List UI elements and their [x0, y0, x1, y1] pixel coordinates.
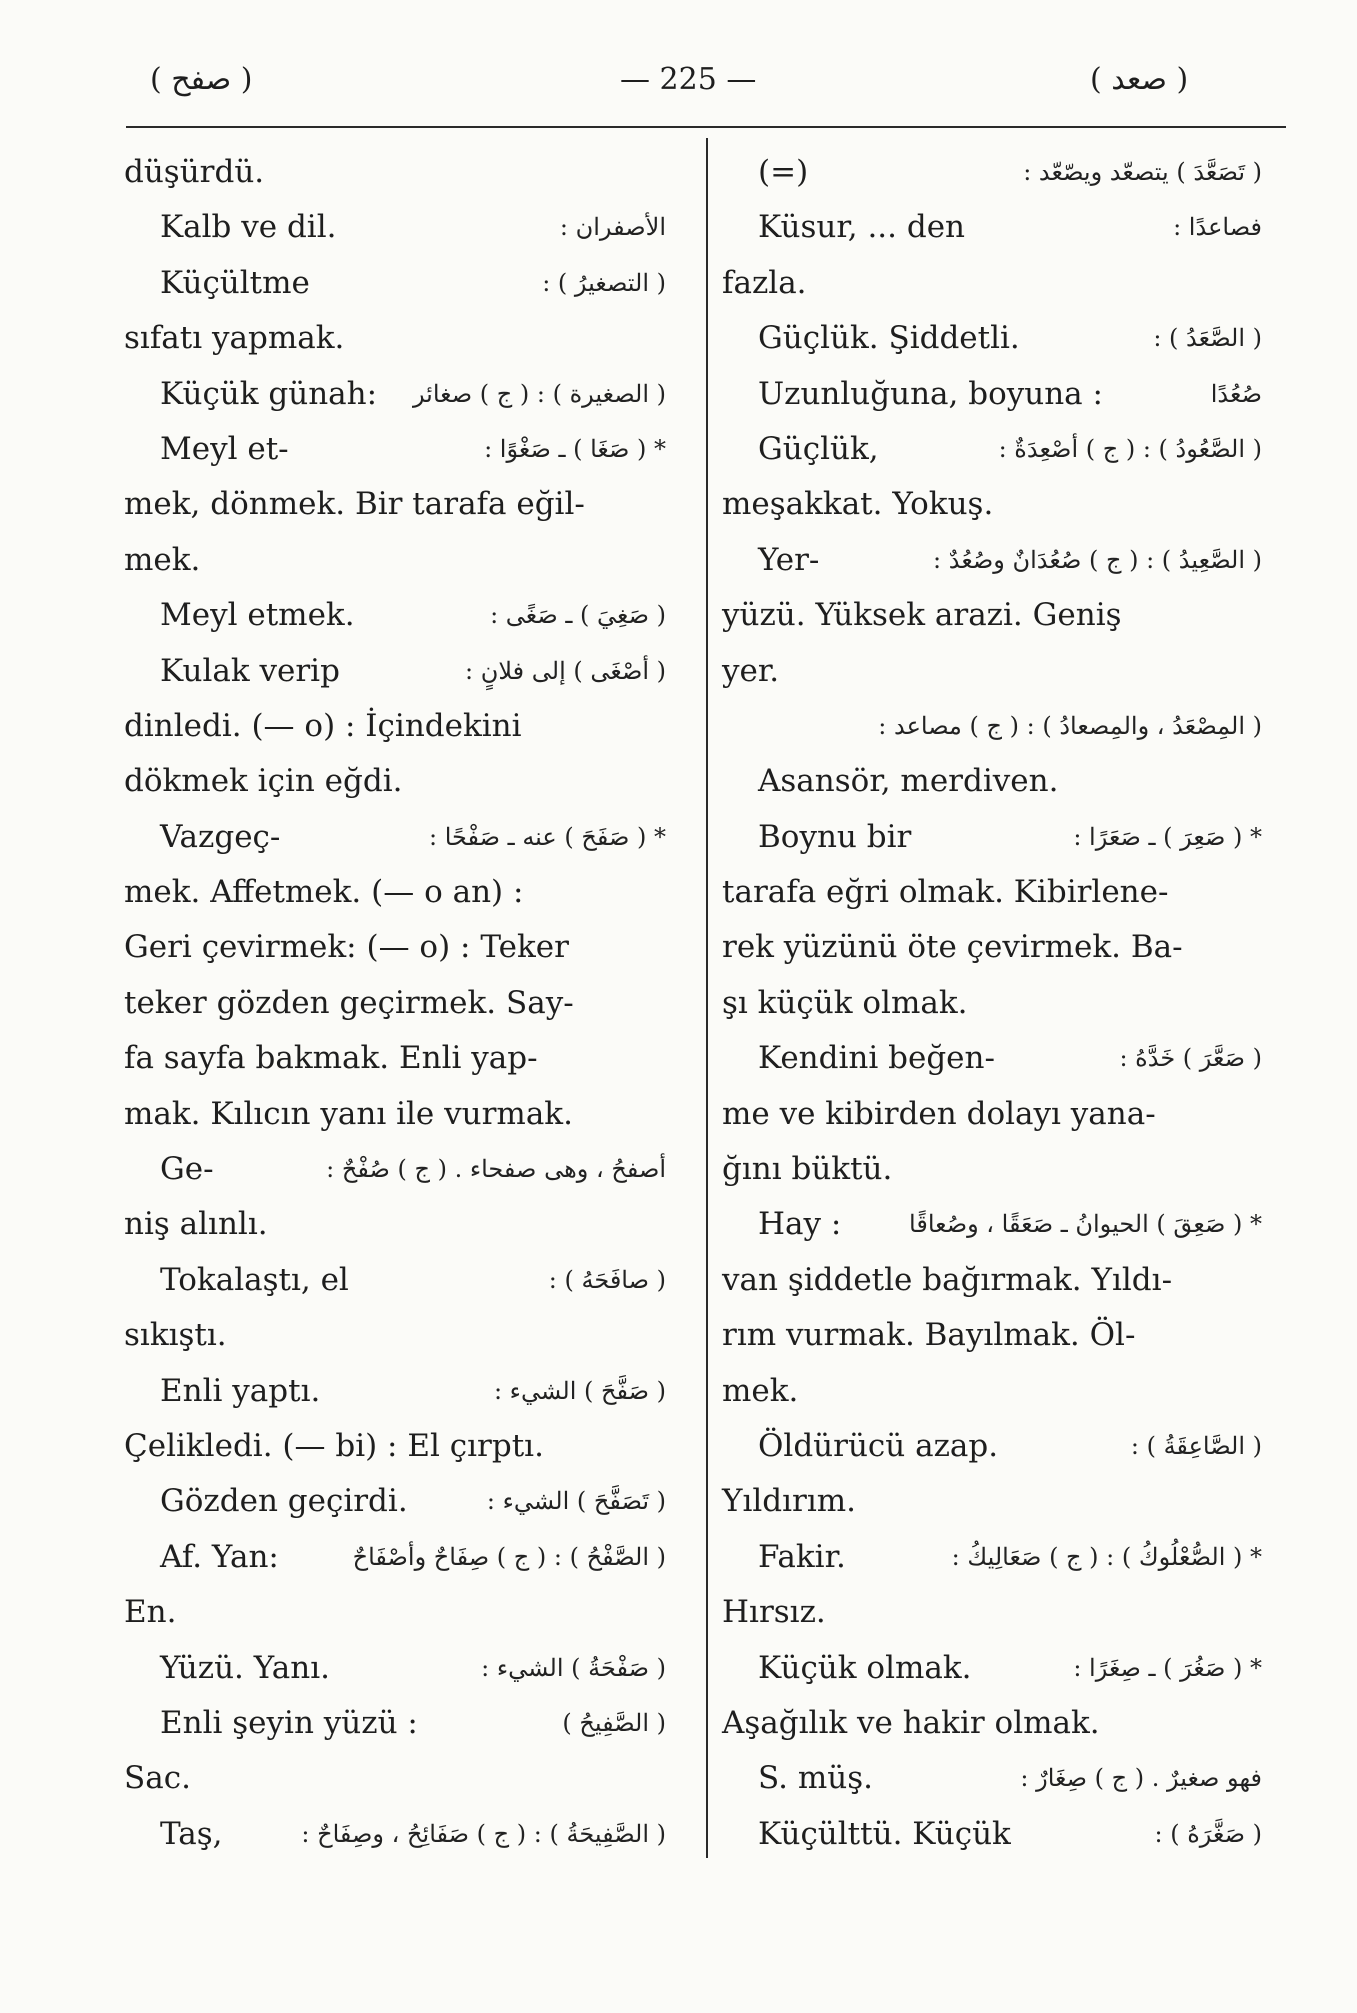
turkish-text: teker gözden geçirmek. Say- [124, 984, 574, 1021]
turkish-text: Fakir. [758, 1538, 846, 1575]
turkish-text: mek, dönmek. Bir tarafa eğil- [124, 486, 585, 523]
turkish-text: Küçülttü. Küçük [758, 1815, 1011, 1852]
turkish-text: Küçük olmak. [758, 1649, 972, 1686]
arabic-headword: ( صافَحَهُ ) : [548, 1265, 666, 1294]
running-head-left: ( صفح ) [150, 62, 253, 97]
entry-line [722, 1696, 1262, 1751]
entry-line [722, 1585, 1262, 1640]
turkish-text: (=) [758, 154, 809, 190]
arabic-headword: أصفحُ ، وهى صفحاء . ( ج ) صُفْحٌ : [326, 1155, 666, 1184]
turkish-text: Geri çevirmek: (— o) : Teker [124, 929, 569, 966]
turkish-text: ğını büktü. [722, 1151, 893, 1188]
entry-line [124, 311, 666, 366]
entry-line [124, 1364, 666, 1419]
arabic-headword: ( الصَّفِيحُ ) [562, 1708, 666, 1737]
entry-line [124, 1308, 666, 1363]
turkish-text: mek. [124, 541, 201, 578]
entry-line [722, 754, 1262, 809]
arabic-headword: فهو صغيرٌ . ( ج ) صِغَارٌ : [1020, 1764, 1262, 1793]
entry-line [722, 1197, 1262, 1252]
entry-line [124, 1474, 666, 1529]
turkish-text: fazla. [722, 264, 807, 301]
turkish-text: Kalb ve dil. [160, 209, 337, 246]
turkish-text: Af. Yan: [160, 1538, 279, 1575]
arabic-headword: ( المِصْعَدُ ، والمِصعادُ ) : ( ج ) مصاعد : [878, 711, 1262, 740]
arabic-headword: ( صَغِيَ ) ـ صَغًى : [490, 601, 666, 630]
turkish-text: meşakkat. Yokuş. [722, 486, 994, 523]
entry-line [722, 810, 1262, 865]
turkish-text: Güçlük, [758, 430, 879, 467]
turkish-text: Enli yaptı. [160, 1372, 321, 1409]
turkish-text: S. müş. [758, 1760, 873, 1797]
entry-line [124, 367, 666, 422]
entry-line [124, 699, 666, 754]
arabic-headword: ( صَغَّرَهُ ) : [1154, 1819, 1262, 1848]
turkish-text: Küsur, ... den [758, 209, 966, 246]
arabic-headword: ( تَصَفَّحَ ) الشيء : [486, 1487, 666, 1516]
entry-line [124, 477, 666, 532]
entry-line [124, 1696, 666, 1751]
header-rule [126, 126, 1286, 128]
turkish-text: mek. Affetmek. (— o an) : [124, 874, 524, 911]
arabic-headword: * ( صَعِرَ ) ـ صَعَرًا : [1073, 822, 1262, 851]
arabic-headword: ( الصَّعُودُ ) : ( ج ) أصْعِدَةٌ : [998, 434, 1262, 463]
entry-line [124, 976, 666, 1031]
entry-line [124, 1419, 666, 1474]
turkish-text: Aşağılık ve hakir olmak. [722, 1704, 1100, 1741]
entry-line [722, 1530, 1262, 1585]
arabic-headword: * ( صَغَا ) ـ صَغْوًا : [484, 434, 666, 463]
arabic-headword: * ( الصُّعْلُوكُ ) : ( ج ) صَعَالِيكُ : [951, 1542, 1262, 1571]
entry-line [722, 1474, 1262, 1529]
right-column [722, 145, 1262, 1862]
turkish-text: Hay : [758, 1206, 842, 1243]
entry-line [722, 200, 1262, 255]
arabic-headword: ( صَفَّحَ ) الشيء : [493, 1376, 666, 1405]
entry-line [124, 1087, 666, 1142]
arabic-headword: * ( صَعِقَ ) الحيوانُ ـ صَعَقًا ، وصُعاقًا [909, 1210, 1262, 1239]
entry-line [722, 1253, 1262, 1308]
turkish-text: Güçlük. Şiddetli. [758, 320, 1020, 357]
turkish-text: Küçük günah: [160, 375, 378, 412]
turkish-text: Vazgeç- [160, 818, 281, 855]
turkish-text: Enli şeyin yüzü : [160, 1704, 418, 1741]
entry-line [722, 477, 1262, 532]
turkish-text: Meyl et- [160, 430, 289, 467]
turkish-text: Sac. [124, 1760, 191, 1797]
arabic-headword: ( صَعَّرَ ) خَدَّهُ : [1119, 1044, 1262, 1073]
turkish-text: Meyl etmek. [160, 597, 355, 634]
turkish-text: van şiddetle bağırmak. Yıldı- [722, 1261, 1173, 1298]
turkish-text: Çelikledi. (— bi) : El çırptı. [124, 1427, 544, 1464]
entry-line [124, 533, 666, 588]
entry-line [722, 644, 1262, 699]
entry-line [124, 145, 666, 200]
arabic-headword: ( تَصَعَّدَ ) يتصعّد ويصّعّد : [1023, 158, 1262, 186]
turkish-text: Asansör, merdiven. [758, 763, 1059, 800]
entry-line [124, 588, 666, 643]
entry-line [722, 1364, 1262, 1419]
column-divider [706, 138, 708, 1858]
entry-line [124, 422, 666, 477]
turkish-text: mek. [722, 1372, 799, 1409]
arabic-headword: ( التصغيرُ ) : [542, 268, 666, 297]
turkish-text: şı küçük olmak. [722, 984, 968, 1021]
entry-line [722, 865, 1262, 920]
turkish-text: Küçültme [160, 264, 310, 301]
entry-line [124, 1530, 666, 1585]
turkish-text: mak. Kılıcın yanı ile vurmak. [124, 1095, 573, 1132]
arabic-headword: * ( صَغُرَ ) ـ صِغَرًا : [1073, 1653, 1262, 1682]
arabic-headword: الأصفران : [559, 213, 666, 242]
arabic-headword: ( الصَّعَدُ ) : [1153, 324, 1262, 353]
entry-line [722, 1419, 1262, 1474]
turkish-text: Ge- [160, 1151, 214, 1188]
turkish-text: Uzunluğuna, boyuna : [758, 375, 1103, 412]
entry-line [722, 1751, 1262, 1806]
turkish-text: rım vurmak. Bayılmak. Öl- [722, 1317, 1136, 1354]
turkish-text: sıfatı yapmak. [124, 320, 345, 357]
turkish-text: niş alınlı. [124, 1206, 268, 1243]
entry-line [124, 1751, 666, 1806]
page-number: — 225 — [620, 62, 757, 97]
arabic-headword: ( الصَّفْحُ ) : ( ج ) صِفَاحٌ وأصْفَاحٌ [352, 1542, 666, 1571]
arabic-headword: ( أصْغَى ) إلى فلانٍ : [465, 656, 666, 685]
turkish-text: dökmek için eğdi. [124, 763, 403, 800]
entry-line [722, 1807, 1262, 1862]
entry-line [124, 810, 666, 865]
left-column [124, 145, 666, 1862]
entry-line [722, 1308, 1262, 1363]
turkish-text: rek yüzünü öte çevirmek. Ba- [722, 929, 1183, 966]
entry-line [124, 754, 666, 809]
entry-line [124, 1197, 666, 1252]
turkish-text: Kendini beğen- [758, 1040, 995, 1077]
entry-line [124, 256, 666, 311]
turkish-text: Yer- [758, 541, 820, 578]
running-head-right: ( صعد ) [1090, 62, 1189, 97]
entry-line [722, 145, 1262, 200]
turkish-text: Boynu bir [758, 818, 912, 855]
entry-line [722, 367, 1262, 422]
turkish-text: yer. [722, 652, 780, 689]
entry-line [124, 1641, 666, 1696]
arabic-headword: * ( صَفَحَ ) عنه ـ صَفْحًا : [428, 822, 666, 851]
entry-line [124, 1142, 666, 1197]
entry-line [722, 1641, 1262, 1696]
entry-line [722, 920, 1262, 975]
entry-line [722, 311, 1262, 366]
entry-line [124, 920, 666, 975]
turkish-text: dinledi. (— o) : İçindekini [124, 707, 522, 744]
entry-line [722, 699, 1262, 754]
arabic-headword: صُعُدًا [1210, 379, 1262, 408]
entry-line [124, 200, 666, 255]
turkish-text: Kulak verip [160, 652, 340, 689]
entry-line [722, 533, 1262, 588]
arabic-headword: ( الصَّفِيحَةُ ) : ( ج ) صَفَائِحُ ، وصِفَاحٌ : [301, 1819, 666, 1848]
turkish-text: Gözden geçirdi. [160, 1483, 408, 1520]
turkish-text: sıkıştı. [124, 1317, 227, 1354]
turkish-text: me ve kibirden dolayı yana- [722, 1095, 1156, 1132]
turkish-text: Taş, [160, 1815, 223, 1852]
arabic-headword: ( الصَّاعِقَةُ ) : [1130, 1431, 1262, 1460]
turkish-text: yüzü. Yüksek arazi. Geniş [722, 597, 1122, 634]
turkish-text: fa sayfa bakmak. Enli yap- [124, 1040, 538, 1077]
entry-line [722, 588, 1262, 643]
entry-line [124, 1253, 666, 1308]
turkish-text: Yüzü. Yanı. [160, 1649, 331, 1686]
entry-line [124, 644, 666, 699]
entry-line [124, 1585, 666, 1640]
turkish-text: Hırsız. [722, 1594, 826, 1631]
entry-line [722, 1087, 1262, 1142]
arabic-headword: فصاعدًا : [1173, 213, 1262, 242]
turkish-text: Öldürücü azap. [758, 1427, 999, 1464]
arabic-headword: ( الصغيرة ) : ( ج ) صغائر [412, 379, 666, 408]
entry-line [722, 422, 1262, 477]
turkish-text: düşürdü. [124, 154, 265, 190]
turkish-text: Yıldırım. [722, 1483, 857, 1520]
entry-line [124, 1807, 666, 1862]
entry-line [722, 1031, 1262, 1086]
turkish-text: tarafa eğri olmak. Kibirlene- [722, 874, 1169, 911]
entry-line [124, 865, 666, 920]
arabic-headword: ( الصَّعِيدُ ) : ( ج ) صُعُدَانٌ وصُعُدٌ : [933, 545, 1262, 574]
entry-line [124, 1031, 666, 1086]
entry-line [722, 1142, 1262, 1197]
arabic-headword: ( صَفْحَةُ ) الشيء : [481, 1653, 666, 1682]
turkish-text: Tokalaştı, el [160, 1261, 349, 1298]
turkish-text: En. [124, 1594, 177, 1631]
entry-line [722, 976, 1262, 1031]
entry-line [722, 256, 1262, 311]
